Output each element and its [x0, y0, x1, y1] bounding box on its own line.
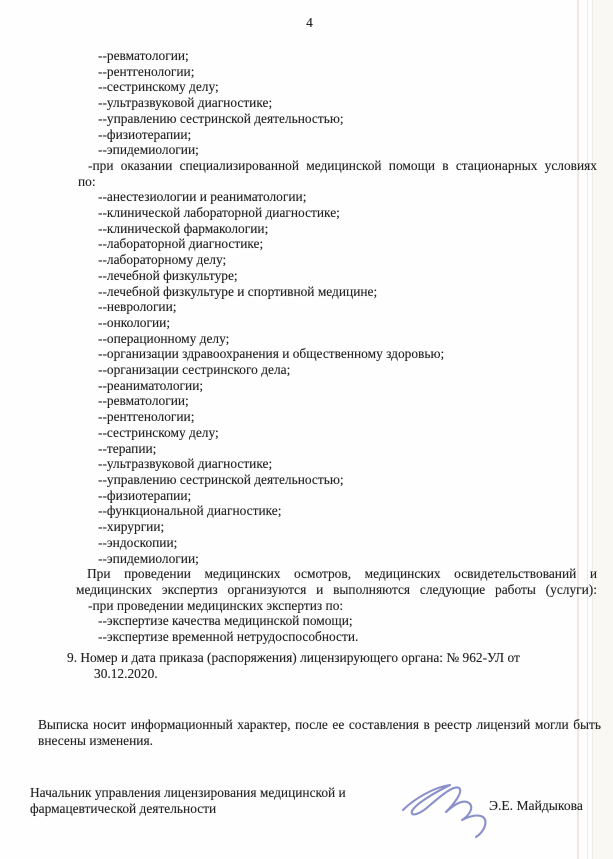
doc-line: --сестринскому делу; — [98, 424, 219, 440]
doc-line: --управлению сестринской деятельностью; — [98, 471, 344, 487]
doc-line: --ревматологии; — [98, 48, 189, 63]
doc-line: -при проведении медицинских экспертиз по: — [88, 597, 344, 613]
doc-line: --лечебной физкультуре и спортивной медицине; — [98, 283, 378, 299]
doc-line: При проведении медицинских осмотров, медицинских освидетельствований и — [87, 566, 597, 582]
signatory-title-line2: фармацевтической деятельности — [30, 800, 217, 816]
doc-line: --экспертизе временной нетрудоспособности. — [98, 629, 359, 645]
doc-line: --онкологии; — [98, 314, 171, 330]
doc-line: медицинских экспертиз организуются и выполняются следующие работы (услуги): — [76, 581, 597, 597]
doc-line: --реаниматологии; — [98, 377, 204, 393]
doc-line: --организации здравоохранения и общественному здоровью; — [98, 346, 445, 362]
doc-line: --ревматологии; — [98, 393, 189, 409]
doc-line: -при оказании специализированной медицинской помощи в стационарных условиях — [88, 157, 597, 173]
doc-line: --анестезиологии и реаниматологии; — [98, 189, 307, 205]
doc-line: --ультразвуковой диагностике; — [98, 456, 273, 472]
doc-line: --клинической фармакологии; — [98, 220, 269, 236]
doc-line: --физиотерапии; — [98, 126, 192, 142]
document-body — [76, 48, 597, 645]
info-note-line2: внесены изменения. — [38, 732, 153, 748]
doc-line: --терапии; — [98, 440, 157, 456]
doc-line: по: — [78, 173, 96, 189]
doc-line: --сестринскому делу; — [98, 79, 219, 95]
doc-line: --функциональной диагностике; — [98, 503, 282, 519]
doc-line: --клинической лабораторной диагностике; — [98, 205, 340, 221]
order-number-line1: 9. Номер и дата приказа (распоряжения) лицензирующего органа: № 962-УЛ от — [67, 650, 520, 665]
doc-line: --ультразвуковой диагностике; — [98, 95, 273, 111]
doc-line: --эпидемиологии; — [98, 142, 199, 158]
signatory-title — [30, 785, 370, 816]
info-note-line1: Выписка носит информационный характер, после ее составления в реестр лицензий могли быть — [38, 717, 601, 732]
doc-line: --физиотерапии; — [98, 487, 192, 503]
doc-line: --лабораторному делу; — [98, 252, 227, 268]
doc-line: --рентгенологии; — [98, 409, 195, 425]
doc-line: --лабораторной диагностике; — [98, 236, 264, 252]
doc-line: --операционному делу; — [98, 330, 230, 346]
doc-line: --лечебной физкультуре; — [98, 267, 238, 283]
signatory-title-line1: Начальник управления лицензирования медицинской и — [30, 785, 346, 800]
doc-line: --эпидемиологии; — [98, 550, 199, 566]
doc-line: --эндоскопии; — [98, 534, 178, 550]
doc-line: --хирургии; — [98, 519, 165, 535]
doc-line: --экспертизе качества медицинской помощи; — [98, 613, 353, 629]
doc-line: --рентгенологии; — [98, 63, 195, 79]
info-note — [38, 717, 601, 749]
doc-line: --управлению сестринской деятельностью; — [98, 110, 344, 126]
signatory-name: Э.Е. Майдыкова — [489, 798, 583, 813]
order-number-line2: 30.12.2020. — [94, 665, 158, 681]
doc-line: --организации сестринского дела; — [98, 362, 291, 378]
order-number-section — [67, 650, 567, 682]
page-number: 4 — [306, 15, 313, 30]
doc-line: --неврологии; — [98, 299, 177, 315]
